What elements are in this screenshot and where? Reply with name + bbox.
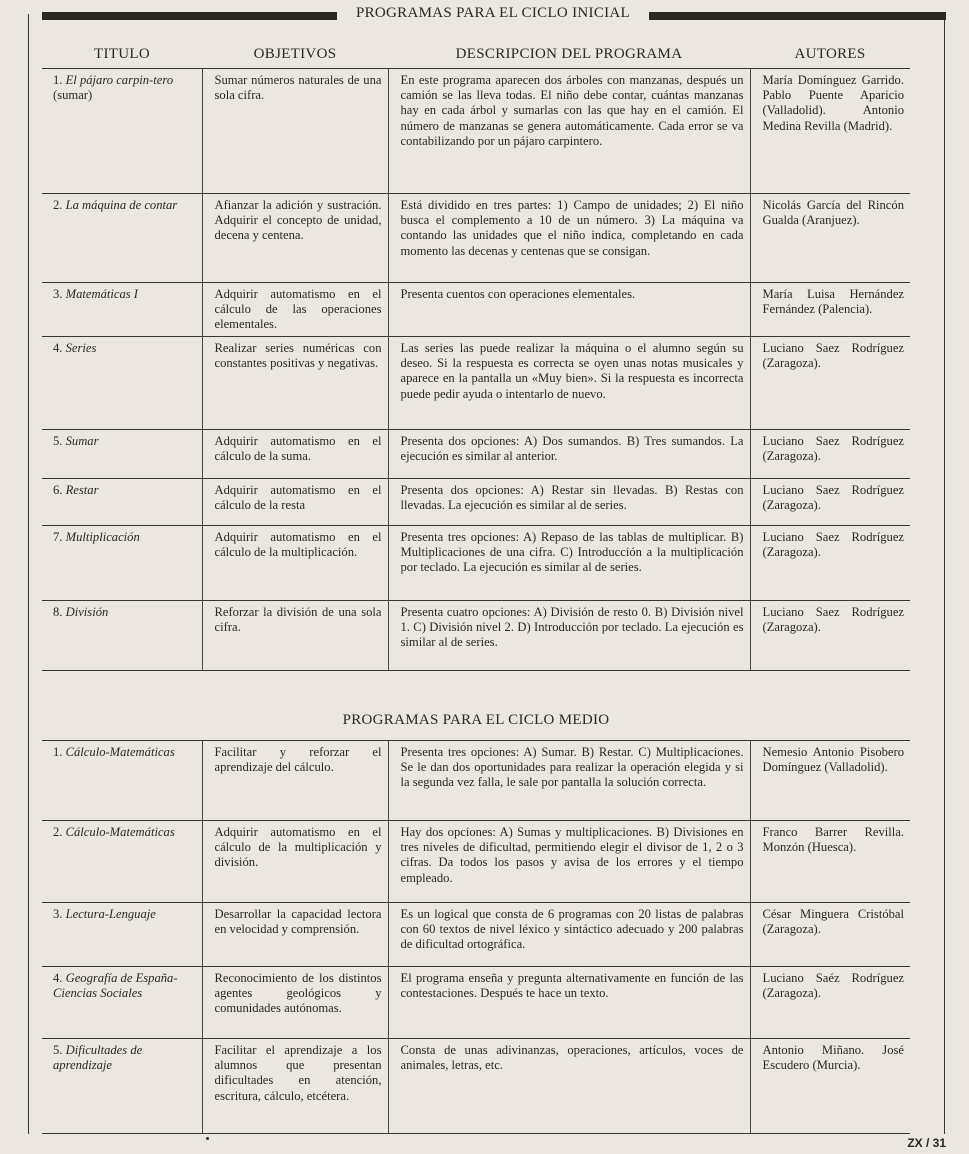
cell-descripcion: Está dividido en tres partes: 1) Campo de unidades; 2) El niño busca el complemento a 10 de un número. 3) La máquina va contando las unidades que el niño indica, completando en cada momento las decenas y centenas que se consigan.: [388, 194, 750, 283]
cell-autores: Antonio Miñano. José Escudero (Murcia).: [750, 1039, 910, 1134]
header-objetivos: OBJETIVOS: [253, 46, 337, 62]
program-title: El pájaro carpin-tero: [65, 73, 174, 87]
cell-titulo: [42, 69, 202, 194]
program-title: Multiplicación: [65, 530, 140, 544]
cell-objetivos: Facilitar el aprendizaje a los alumnos que presentan dificultades en atención, escritura, cálculo, etcétera.: [202, 1039, 388, 1134]
program-number: 6.: [53, 483, 63, 497]
cell-objetivos: Afianzar la adición y sustración. Adquirir el concepto de unidad, decena y centena.: [202, 194, 388, 283]
cell-autores: Luciano Saez Rodríguez (Zaragoza).: [750, 479, 910, 526]
title-rule-right: [649, 12, 946, 20]
cell-descripcion: Hay dos opciones: A) Sumas y multiplicaciones. B) Divisiones en tres niveles de dificultad, permitiendo elegir el divisor de 1, 2 o 3 cifras. Da todos los pasos y avisa de los errores y el tiempo empleado.: [388, 821, 750, 903]
program-title-suffix: (sumar): [53, 88, 93, 103]
cell-titulo: [42, 903, 202, 967]
program-title: Series: [65, 341, 97, 355]
cell-objetivos: Adquirir automatismo en el cálculo de la multiplicación y división.: [202, 821, 388, 903]
cell-objetivos: Desarrollar la capacidad lectora en velocidad y comprensión.: [202, 903, 388, 967]
ink-dot: [206, 1137, 209, 1140]
program-number: 5.: [53, 1043, 63, 1057]
program-title: La máquina de contar: [65, 198, 178, 212]
table-ciclo-medio: [42, 740, 910, 1134]
program-number: 1.: [53, 73, 63, 87]
section-title-medio: PROGRAMAS PARA EL CICLO MEDIO: [342, 712, 610, 728]
cell-descripcion: Es un logical que consta de 6 programas con 20 listas de palabras con 60 textos de nivel léxico y sintáctico adecuado y 200 palabras de dificultad ortográfica.: [388, 903, 750, 967]
cell-descripcion: Presenta cuatro opciones: A) División de resto 0. B) División nivel 1. C) División nivel 2. D) Introducción por teclado. La ejecución es similar al de series.: [388, 601, 750, 671]
header-descripcion: DESCRIPCION DEL PROGRAMA: [455, 46, 683, 62]
program-title: Cálculo-Matemáticas: [65, 825, 175, 839]
program-number: 8.: [53, 605, 63, 619]
cell-descripcion: Presenta tres opciones: A) Sumar. B) Restar. C) Multiplicaciones. Se le dan dos oportunidades para realizar la operación elegida y si la segunda vez falla, le sale por pantalla la solución correcta.: [388, 741, 750, 821]
program-number: 2.: [53, 198, 63, 212]
program-number: 2.: [53, 825, 63, 839]
cell-descripcion: Presenta cuentos con operaciones elementales.: [388, 283, 750, 337]
table-row: [42, 741, 910, 821]
table-row: [42, 903, 910, 967]
program-title: Restar: [65, 483, 99, 497]
program-number: 3.: [53, 907, 63, 921]
table-row: [42, 194, 910, 283]
cell-titulo: [42, 283, 202, 337]
program-title: Cálculo-Matemáticas: [65, 745, 175, 759]
cell-objetivos: Facilitar y reforzar el aprendizaje del cálculo.: [202, 741, 388, 821]
table-row: [42, 601, 910, 671]
cell-autores: Luciano Saez Rodríguez (Zaragoza).: [750, 430, 910, 479]
title-rule-left: [42, 12, 337, 20]
table-row: [42, 430, 910, 479]
cell-descripcion: Presenta dos opciones: A) Restar sin llevadas. B) Restas con llevadas. La ejecución es similar al de series.: [388, 479, 750, 526]
program-title: Matemáticas I: [65, 287, 139, 301]
cell-objetivos: Adquirir automatismo en el cálculo de la resta: [202, 479, 388, 526]
cell-titulo: [42, 601, 202, 671]
program-number: 4.: [53, 341, 63, 355]
program-number: 4.: [53, 971, 63, 985]
cell-objetivos: Reforzar la división de una sola cifra.: [202, 601, 388, 671]
program-title: Sumar: [65, 434, 99, 448]
section-title-inicial: PROGRAMAS PARA EL CICLO INICIAL: [355, 5, 631, 21]
cell-titulo: [42, 741, 202, 821]
page-number: ZX / 31: [907, 1136, 946, 1150]
cell-titulo: [42, 479, 202, 526]
magazine-page: [28, 0, 946, 1154]
cell-autores: Luciano Saez Rodríguez (Zaragoza).: [750, 526, 910, 601]
program-number: 5.: [53, 434, 63, 448]
cell-descripcion: Consta de unas adivinanzas, operaciones, artículos, voces de animales, letras, etc.: [388, 1039, 750, 1134]
cell-titulo: [42, 194, 202, 283]
table-row: [42, 479, 910, 526]
cell-autores: Luciano Saez Rodríguez (Zaragoza).: [750, 601, 910, 671]
cell-autores: Luciano Saéz Rodríguez (Zaragoza).: [750, 967, 910, 1039]
cell-descripcion: Presenta tres opciones: A) Repaso de las tablas de multiplicar. B) Multiplicaciones de una cifra. C) Introducción a la multiplicación por teclado. La ejecución es similar al de series.: [388, 526, 750, 601]
table-ciclo-inicial: [42, 68, 910, 671]
program-title: Geografía de España-Ciencias Sociales: [53, 971, 178, 1001]
cell-objetivos: Reconocimiento de los distintos agentes geológicos y comunidades autónomas.: [202, 967, 388, 1039]
cell-objetivos: Adquirir automatismo en el cálculo de la multiplicación.: [202, 526, 388, 601]
program-title: Dificultades de aprendizaje: [53, 1043, 143, 1073]
table-row: [42, 283, 910, 337]
cell-titulo: [42, 337, 202, 430]
table-row: [42, 967, 910, 1039]
cell-descripcion: El programa enseña y pregunta alternativamente en función de las contestaciones. Después te hace un texto.: [388, 967, 750, 1039]
cell-autores: Nicolás García del Rincón Gualda (Aranjuez).: [750, 194, 910, 283]
cell-autores: César Minguera Cristóbal (Zaragoza).: [750, 903, 910, 967]
cell-descripcion: Las series las puede realizar la máquina o el alumno según su deseo. Si la respuesta es correcta se oyen unas notas musicales y aparece en la pantalla un «Muy bien». Si la respuesta es incorrecta puede pedir ayuda o intentarlo de nuevo.: [388, 337, 750, 430]
cell-objetivos: Sumar números naturales de una sola cifra.: [202, 69, 388, 194]
cell-titulo: [42, 821, 202, 903]
table-row: [42, 1039, 910, 1134]
cell-titulo: [42, 967, 202, 1039]
cell-autores: María Domínguez Garrido. Pablo Puente Aparicio (Valladolid). Antonio Medina Revilla (Madrid).: [750, 69, 910, 194]
cell-objetivos: Adquirir automatismo en el cálculo de la suma.: [202, 430, 388, 479]
program-title: Lectura-Lenguaje: [65, 907, 156, 921]
table-row: [42, 69, 910, 194]
cell-autores: María Luisa Hernández Fernández (Palencia).: [750, 283, 910, 337]
header-autores: AUTORES: [794, 46, 866, 62]
table-row: [42, 526, 910, 601]
cell-titulo: [42, 430, 202, 479]
program-number: 1.: [53, 745, 63, 759]
cell-autores: Nemesio Antonio Pisobero Domínguez (Valladolid).: [750, 741, 910, 821]
cell-objetivos: Realizar series numéricas con constantes positivas y negativas.: [202, 337, 388, 430]
cell-objetivos: Adquirir automatismo en el cálculo de las operaciones elementales.: [202, 283, 388, 337]
cell-titulo: [42, 526, 202, 601]
section-title-bar: [42, 4, 946, 26]
program-number: 7.: [53, 530, 63, 544]
cell-autores: Franco Barrer Revilla. Monzón (Huesca).: [750, 821, 910, 903]
cell-descripcion: En este programa aparecen dos árboles con manzanas, después un camión se las lleva todas. El niño debe contar, cuántas manzanas hay en cada árbol y sumarlas con las que hay en el camión. El número de manzanas se genera automáticamente. Cada error se va contabilizando por un pájaro carpintero.: [388, 69, 750, 194]
cell-autores: Luciano Saez Rodríguez (Zaragoza).: [750, 337, 910, 430]
cell-titulo: [42, 1039, 202, 1134]
program-title: División: [65, 605, 109, 619]
header-titulo: TITULO: [94, 46, 150, 62]
program-number: 3.: [53, 287, 63, 301]
table-row: [42, 337, 910, 430]
table-row: [42, 821, 910, 903]
cell-descripcion: Presenta dos opciones: A) Dos sumandos. B) Tres sumandos. La ejecución es similar al anterior.: [388, 430, 750, 479]
